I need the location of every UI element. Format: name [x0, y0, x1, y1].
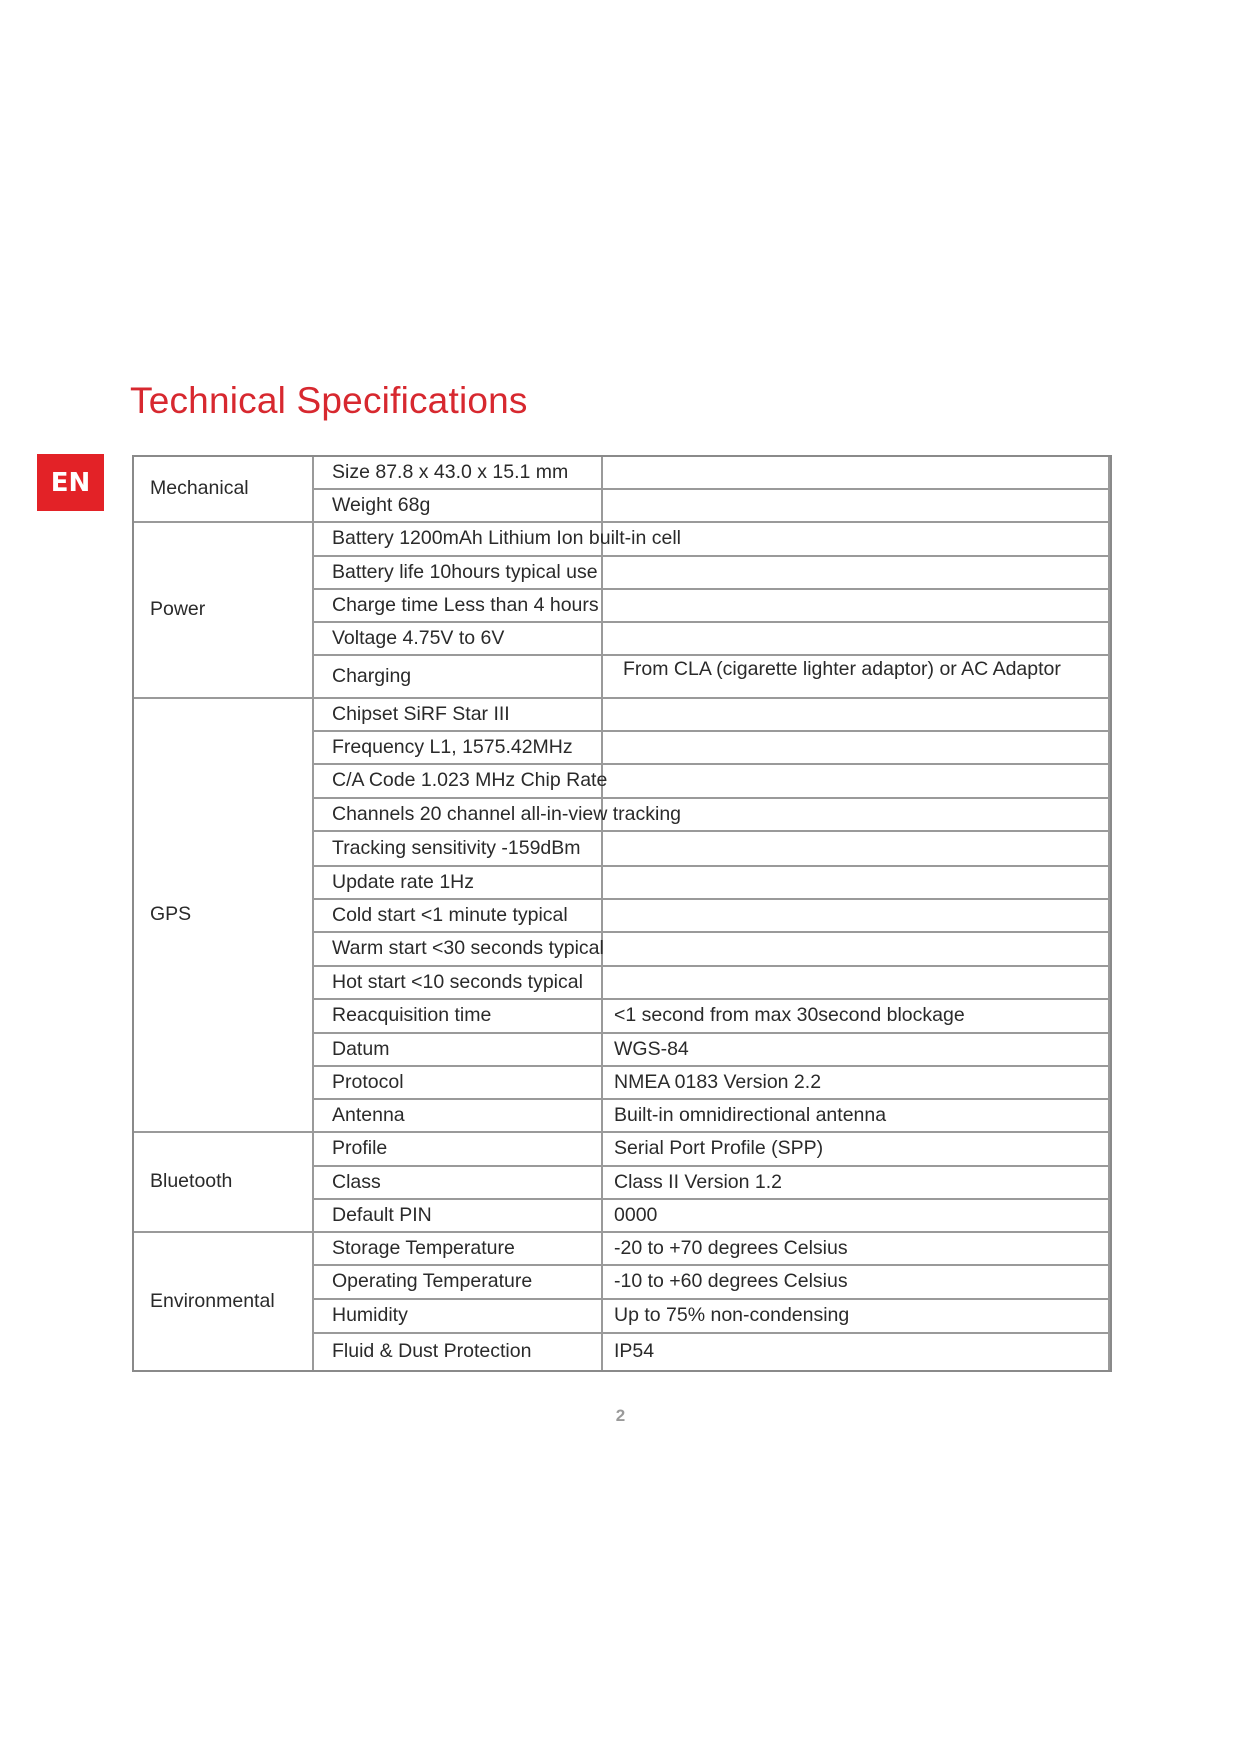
spec-value: Up to 75% non-condensing — [603, 1300, 1110, 1334]
spec-name: Class — [314, 1167, 603, 1200]
spec-value: Class II Version 1.2 — [603, 1167, 1110, 1200]
spec-text: Hot start <10 seconds typical — [332, 970, 583, 993]
spec-text: Chipset SiRF Star III — [332, 702, 510, 725]
spec-row — [314, 967, 1110, 1000]
spec-value: IP54 — [603, 1334, 1110, 1370]
spec-name: Reacquisition time — [314, 1000, 603, 1034]
spec-text: Cold start <1 minute typical — [332, 903, 568, 926]
spec-name: Profile — [314, 1133, 603, 1167]
spec-value: 0000 — [603, 1200, 1110, 1233]
spec-row — [314, 457, 1110, 490]
spec-name: Protocol — [314, 1067, 603, 1100]
spec-value: Built-in omnidirectional antenna — [603, 1100, 1110, 1133]
spec-row — [314, 765, 1110, 799]
page-title: Technical Specifications — [130, 380, 528, 421]
category-gps: GPS — [134, 699, 314, 1133]
spec-value: WGS-84 — [603, 1034, 1110, 1067]
spec-value: -20 to +70 degrees Celsius — [603, 1233, 1110, 1266]
spec-value: <1 second from max 30second blockage — [603, 1000, 1110, 1034]
spec-text: Battery life 10hours typical use — [332, 560, 598, 583]
spec-row — [314, 590, 1110, 623]
spec-text: Channels 20 channel all-in-view tracking — [332, 802, 682, 825]
category-bluetooth: Bluetooth — [134, 1133, 314, 1233]
spec-name: Operating Temperature — [314, 1266, 603, 1300]
spec-value: -10 to +60 degrees Celsius — [603, 1266, 1110, 1300]
spec-row — [314, 867, 1110, 900]
spec-text: Warm start <30 seconds typical — [332, 937, 604, 960]
category-mechanical: Mechanical — [134, 457, 314, 523]
spec-row — [314, 832, 1110, 867]
spec-row — [314, 523, 1110, 557]
spec-text: Voltage 4.75V to 6V — [332, 626, 505, 649]
category-power: Power — [134, 523, 314, 699]
spec-text: Battery 1200mAh Lithium Ion built-in cell — [332, 527, 682, 550]
spec-text: C/A Code 1.023 MHz Chip Rate — [332, 769, 608, 792]
spec-name: Default PIN — [314, 1200, 603, 1233]
spec-text: Update rate 1Hz — [332, 870, 474, 893]
spec-text: Size 87.8 x 43.0 x 15.1 mm — [332, 460, 569, 483]
spec-row — [314, 933, 1110, 967]
category-environmental: Environmental — [134, 1233, 314, 1370]
spec-name: Storage Temperature — [314, 1233, 603, 1266]
column-divider — [601, 457, 603, 656]
spec-name: Datum — [314, 1034, 603, 1067]
spec-table — [132, 455, 1112, 1372]
spec-row — [314, 799, 1110, 832]
spec-row — [314, 732, 1110, 765]
spec-name: Fluid & Dust Protection — [314, 1334, 603, 1370]
spec-value: Serial Port Profile (SPP) — [603, 1133, 1110, 1167]
spec-text: Charge time Less than 4 hours — [332, 593, 599, 616]
language-badge: EN — [37, 454, 104, 511]
spec-row — [314, 900, 1110, 933]
spec-row — [314, 623, 1110, 656]
spec-value: From CLA (cigarette lighter adaptor) or AC Adaptor — [603, 656, 1110, 699]
spec-name: Antenna — [314, 1100, 603, 1133]
spec-row — [314, 699, 1110, 732]
page-number: 2 — [615, 1406, 626, 1425]
spec-text: Frequency L1, 1575.42MHz — [332, 735, 573, 758]
spec-name: Charging — [314, 656, 603, 699]
spec-value: NMEA 0183 Version 2.2 — [603, 1067, 1110, 1100]
spec-row — [314, 490, 1110, 523]
spec-row — [314, 557, 1110, 590]
spec-text: Weight 68g — [332, 493, 431, 516]
spec-text: Tracking sensitivity -159dBm — [332, 836, 581, 859]
spec-name: Humidity — [314, 1300, 603, 1334]
